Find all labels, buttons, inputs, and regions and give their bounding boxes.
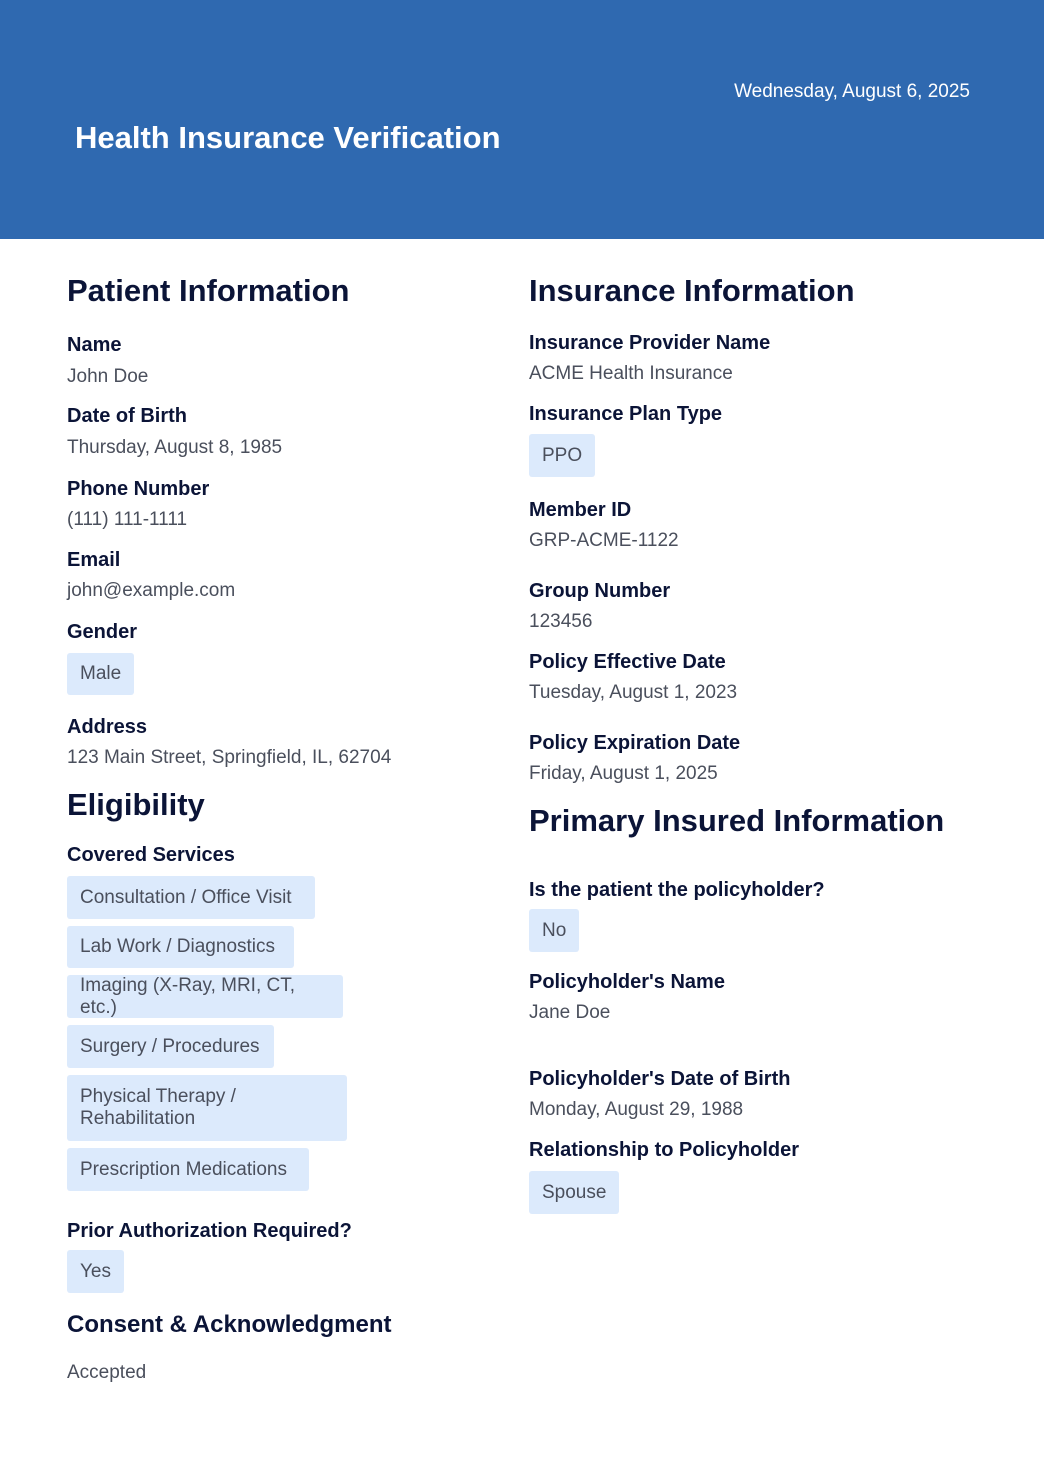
covered-service-chip: Consultation / Office Visit [67,876,315,919]
consent-value: Accepted [67,1362,147,1383]
policyholder-name-label: Policyholder's Name [529,971,725,993]
member-id-value: GRP-ACME-1122 [529,530,679,551]
page-header [0,0,1044,239]
prior-auth-label: Prior Authorization Required? [67,1220,352,1242]
member-id-label: Member ID [529,499,632,521]
policyholder-dob-value: Monday, August 29, 1988 [529,1099,744,1120]
group-number-label: Group Number [529,580,671,602]
relationship-chip: Spouse [529,1171,619,1214]
name-label: Name [67,334,122,356]
covered-service-chip: Physical Therapy / Rehabilitation [67,1075,347,1141]
provider-value: ACME Health Insurance [529,363,733,384]
plan-type-chip: PPO [529,434,595,477]
page-title: Health Insurance Verification [75,120,501,155]
gender-label: Gender [67,621,138,643]
header-date: Wednesday, August 6, 2025 [734,81,970,102]
eligibility-heading: Eligibility [67,787,205,822]
plan-type-label: Insurance Plan Type [529,403,723,425]
covered-service-chip: Prescription Medications [67,1148,309,1191]
dob-value: Thursday, August 8, 1985 [67,437,283,458]
gender-chip: Male [67,653,134,695]
effective-date-label: Policy Effective Date [529,651,726,673]
name-value: John Doe [67,366,149,387]
policyholder-name-value: Jane Doe [529,1002,611,1023]
email-value: john@example.com [67,580,236,601]
phone-label: Phone Number [67,478,210,500]
patient-info-heading: Patient Information [67,273,350,308]
expiration-date-value: Friday, August 1, 2025 [529,763,718,784]
group-number-value: 123456 [529,611,593,632]
is-policyholder-label: Is the patient the policyholder? [529,879,825,901]
address-value: 123 Main Street, Springfield, IL, 62704 [67,747,392,768]
expiration-date-label: Policy Expiration Date [529,732,741,754]
phone-value: (111) 111-1111 [67,509,188,530]
consent-heading: Consent & Acknowledgment [67,1311,392,1338]
primary-insured-heading: Primary Insured Information [529,803,945,838]
covered-service-chip: Lab Work / Diagnostics [67,926,294,968]
email-label: Email [67,549,121,571]
policyholder-dob-label: Policyholder's Date of Birth [529,1068,791,1090]
covered-service-chip: Imaging (X-Ray, MRI, CT, etc.) [67,975,343,1018]
covered-service-chip: Surgery / Procedures [67,1025,274,1068]
relationship-label: Relationship to Policyholder [529,1139,800,1161]
dob-label: Date of Birth [67,405,187,427]
effective-date-value: Tuesday, August 1, 2023 [529,682,738,703]
is-policyholder-chip: No [529,909,579,952]
provider-label: Insurance Provider Name [529,332,771,354]
prior-auth-chip: Yes [67,1250,124,1293]
address-label: Address [67,716,148,738]
covered-services-label: Covered Services [67,844,235,866]
insurance-info-heading: Insurance Information [529,273,855,308]
